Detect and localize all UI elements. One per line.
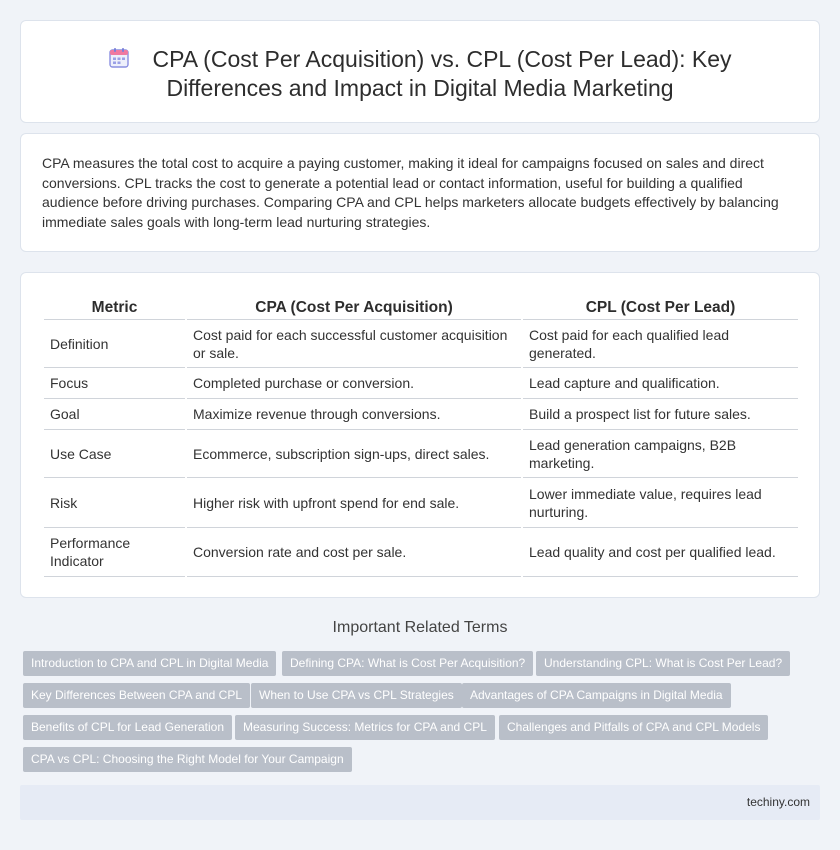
- title-card: [20, 20, 820, 123]
- cpa-cell: Ecommerce, subscription sign-ups, direct sales.: [187, 430, 521, 478]
- related-tag[interactable]: Defining CPA: What is Cost Per Acquisition?: [282, 651, 533, 676]
- footer-site[interactable]: techiny.com: [746, 795, 810, 809]
- table-row: [44, 320, 798, 368]
- cpl-cell: Lead capture and qualification.: [523, 368, 798, 399]
- table-row: [44, 399, 798, 430]
- metric-cell: Definition: [44, 320, 185, 368]
- table-header-row: [44, 293, 798, 320]
- related-tag[interactable]: Introduction to CPA and CPL in Digital Media: [23, 651, 276, 676]
- metric-cell: Focus: [44, 368, 185, 399]
- table-row: [44, 528, 798, 577]
- page-title: [21, 45, 819, 103]
- related-tag[interactable]: Advantages of CPA Campaigns in Digital Media: [462, 683, 731, 708]
- cpl-cell: Build a prospect list for future sales.: [523, 399, 798, 430]
- calendar-icon: [108, 47, 130, 69]
- footer: [20, 785, 820, 820]
- header-cpa: CPA (Cost Per Acquisition): [187, 293, 521, 320]
- intro-card: [20, 133, 820, 252]
- table-row: [44, 430, 798, 478]
- metric-cell: Goal: [44, 399, 185, 430]
- intro-paragraph: CPA measures the total cost to acquire a paying customer, making it ideal for campaigns focused on sales and direct conversions. CPL tracks the cost to generate a potential lead or contact information, useful for building a qualified audience before driving purchases. Comparing CPA and CPL helps marketers allocate budgets effectively by balancing immediate sales goals with long-term lead nurturing strategies.: [42, 155, 779, 230]
- title-line-2: Differences and Impact in Digital Media Marketing: [166, 75, 674, 101]
- table-row: [44, 478, 798, 528]
- related-tag[interactable]: Benefits of CPL for Lead Generation: [23, 715, 232, 740]
- cpa-cell: Higher risk with upfront spend for end sale.: [187, 478, 521, 528]
- related-terms-title: Important Related Terms: [332, 619, 508, 636]
- title-line-1: CPA (Cost Per Acquisition) vs. CPL (Cost Per Lead): Key: [152, 46, 732, 72]
- metric-cell: Performance Indicator: [44, 528, 185, 577]
- cpl-cell: Lower immediate value, requires lead nurturing.: [523, 478, 798, 528]
- related-tag[interactable]: Key Differences Between CPA and CPL: [23, 683, 250, 708]
- comparison-table: [42, 293, 800, 577]
- table-row: [44, 368, 798, 399]
- comparison-table-card: [20, 272, 820, 598]
- related-tag[interactable]: Understanding CPL: What is Cost Per Lead?: [536, 651, 790, 676]
- cpa-cell: Cost paid for each successful customer acquisition or sale.: [187, 320, 521, 368]
- header-cpl: CPL (Cost Per Lead): [523, 293, 798, 320]
- cpl-cell: Lead quality and cost per qualified lead.: [523, 528, 798, 577]
- cpa-cell: Completed purchase or conversion.: [187, 368, 521, 399]
- related-tag[interactable]: Measuring Success: Metrics for CPA and CPL: [235, 715, 495, 740]
- cpa-cell: Maximize revenue through conversions.: [187, 399, 521, 430]
- metric-cell: Risk: [44, 478, 185, 528]
- cpa-cell: Conversion rate and cost per sale.: [187, 528, 521, 577]
- related-tag[interactable]: Challenges and Pitfalls of CPA and CPL Models: [499, 715, 768, 740]
- cpl-cell: Lead generation campaigns, B2B marketing.: [523, 430, 798, 478]
- related-tag[interactable]: CPA vs CPL: Choosing the Right Model for Your Campaign: [23, 747, 352, 772]
- header-metric: Metric: [44, 293, 185, 320]
- related-tag[interactable]: When to Use CPA vs CPL Strategies: [251, 683, 462, 708]
- cpl-cell: Cost paid for each qualified lead generated.: [523, 320, 798, 368]
- metric-cell: Use Case: [44, 430, 185, 478]
